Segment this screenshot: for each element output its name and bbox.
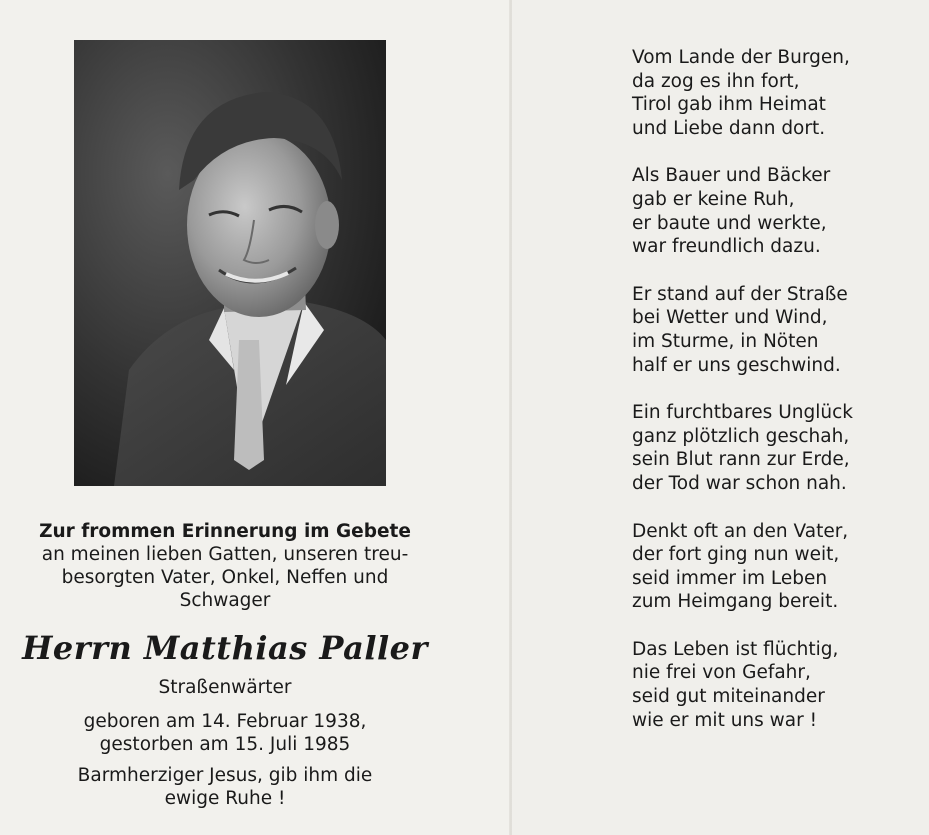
poem-line: nie frei von Gefahr, xyxy=(632,662,811,684)
poem-line: Vom Lande der Burgen, xyxy=(632,47,850,68)
poem-stanza xyxy=(632,46,922,140)
poem-line: gab er keine Ruh, xyxy=(632,188,795,210)
poem-line: wie er mit uns war ! xyxy=(632,709,818,731)
prayer-line: Barmherziger Jesus, gib ihm die xyxy=(77,765,373,786)
poem-line: im Sturme, in Nöten xyxy=(632,330,819,352)
poem-line: Er stand auf der Straße xyxy=(632,283,848,305)
poem-line: bei Wetter und Wind, xyxy=(632,307,828,329)
portrait-image xyxy=(74,40,386,486)
portrait-photo xyxy=(74,40,386,486)
deceased-name: Herrn Matthias Paller xyxy=(22,629,428,667)
poem-line: Tirol gab ihm Heimat xyxy=(632,94,826,116)
poem-line: ganz plötzlich geschah, xyxy=(632,425,850,447)
poem-line: half er uns geschwind. xyxy=(632,354,841,376)
birth-date: geboren am 14. Februar 1938, xyxy=(83,711,367,732)
dedication-line: Schwager xyxy=(179,590,271,611)
life-dates xyxy=(0,710,450,756)
poem-stanza xyxy=(632,164,922,258)
poem-line: Das Leben ist flüchtig, xyxy=(632,638,839,660)
poem-line: seid gut miteinander xyxy=(632,686,825,708)
poem-line: Ein furchtbares Unglück xyxy=(632,402,853,424)
poem-stanza xyxy=(632,283,922,377)
prayer-line: ewige Ruhe ! xyxy=(164,788,286,809)
death-date: gestorben am 15. Juli 1985 xyxy=(99,734,351,755)
poem-stanza xyxy=(632,520,922,614)
poem-line: seid immer im Leben xyxy=(632,567,828,589)
poem-line: sein Blut rann zur Erde, xyxy=(632,449,850,471)
poem-line: Denkt oft an den Vater, xyxy=(632,520,849,542)
poem xyxy=(632,46,922,756)
poem-line: und Liebe dann dort. xyxy=(632,117,826,139)
dedication-line: an meinen lieben Gatten, unseren treu- xyxy=(41,544,409,565)
poem-line: er baute und werkte, xyxy=(632,212,827,234)
poem-line: der fort ging nun weit, xyxy=(632,544,840,566)
poem-line: war freundlich dazu. xyxy=(632,236,821,258)
prayer xyxy=(0,764,450,810)
occupation: Straßenwärter xyxy=(158,677,292,698)
poem-line: zum Heimgang bereit. xyxy=(632,591,839,613)
poem-stanza xyxy=(632,401,922,495)
dedication-block xyxy=(0,520,450,612)
poem-line: da zog es ihn fort, xyxy=(632,70,800,92)
memorial-heading: Zur frommen Erinnerung im Gebete xyxy=(39,521,411,542)
poem-line: der Tod war schon nah. xyxy=(632,472,847,494)
poem-line: Als Bauer und Bäcker xyxy=(632,165,831,187)
poem-stanza xyxy=(632,638,922,732)
dedication-line: besorgten Vater, Onkel, Neffen und xyxy=(61,567,389,588)
